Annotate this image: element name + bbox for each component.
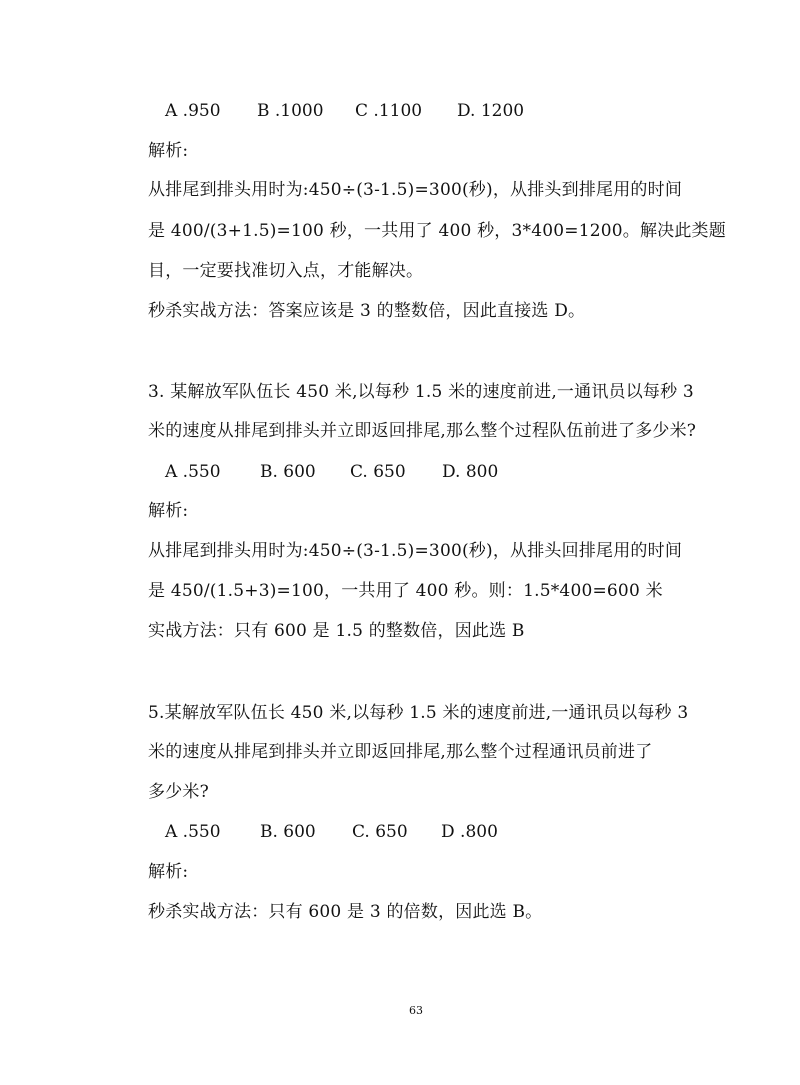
option-d: D. 800 bbox=[442, 462, 499, 482]
page-number: 63 bbox=[409, 1004, 423, 1017]
analysis-line: 从排尾到排头用时为:450÷(3-1.5)=300(秒)，从排头回排尾用的时间 bbox=[148, 541, 683, 561]
method-line: 秒杀实战方法：答案应该是 3 的整数倍，因此直接选 D。 bbox=[148, 301, 586, 321]
question-5-text: 多少米? bbox=[148, 782, 209, 802]
method-line: 实战方法：只有 600 是 1.5 的整数倍，因此选 B bbox=[148, 621, 525, 641]
option-a: A .950 bbox=[165, 101, 221, 121]
question-5-text: 5.某解放军队伍长 450 米,以每秒 1.5 米的速度前进,一通讯员以每秒 3 bbox=[148, 703, 689, 723]
analysis-label: 解析: bbox=[148, 862, 189, 882]
option-d: D. 1200 bbox=[457, 101, 525, 121]
option-b: B. 600 bbox=[260, 462, 316, 482]
method-line: 秒杀实战方法：只有 600 是 3 的倍数，因此选 B。 bbox=[148, 902, 543, 922]
option-c: C. 650 bbox=[352, 822, 408, 842]
option-a: A .550 bbox=[165, 462, 221, 482]
option-d: D .800 bbox=[441, 822, 498, 842]
analysis-label: 解析: bbox=[148, 501, 189, 521]
question-3-text: 米的速度从排尾到排头并立即返回排尾,那么整个过程队伍前进了多少米? bbox=[148, 421, 697, 441]
option-b: B. 600 bbox=[260, 822, 316, 842]
question-3-text: 3. 某解放军队伍长 450 米,以每秒 1.5 米的速度前进,一通讯员以每秒 3 bbox=[148, 382, 694, 402]
analysis-label: 解析: bbox=[148, 141, 189, 161]
option-c: C. 650 bbox=[350, 462, 406, 482]
analysis-line: 从排尾到排头用时为:450÷(3-1.5)=300(秒)，从排头到排尾用的时间 bbox=[148, 180, 683, 200]
analysis-line: 是 400/(3+1.5)=100 秒，一共用了 400 秒，3*400=1200。解决此类题 bbox=[148, 221, 726, 241]
analysis-line: 是 450/(1.5+3)=100，一共用了 400 秒。则：1.5*400=600 米 bbox=[148, 581, 663, 601]
analysis-line: 目，一定要找准切入点，才能解决。 bbox=[148, 261, 424, 281]
question-5-text: 米的速度从排尾到排头并立即返回排尾,那么整个过程通讯员前进了 bbox=[148, 742, 653, 762]
option-a: A .550 bbox=[165, 822, 221, 842]
option-b: B .1000 bbox=[257, 101, 324, 121]
option-c: C .1100 bbox=[355, 101, 423, 121]
